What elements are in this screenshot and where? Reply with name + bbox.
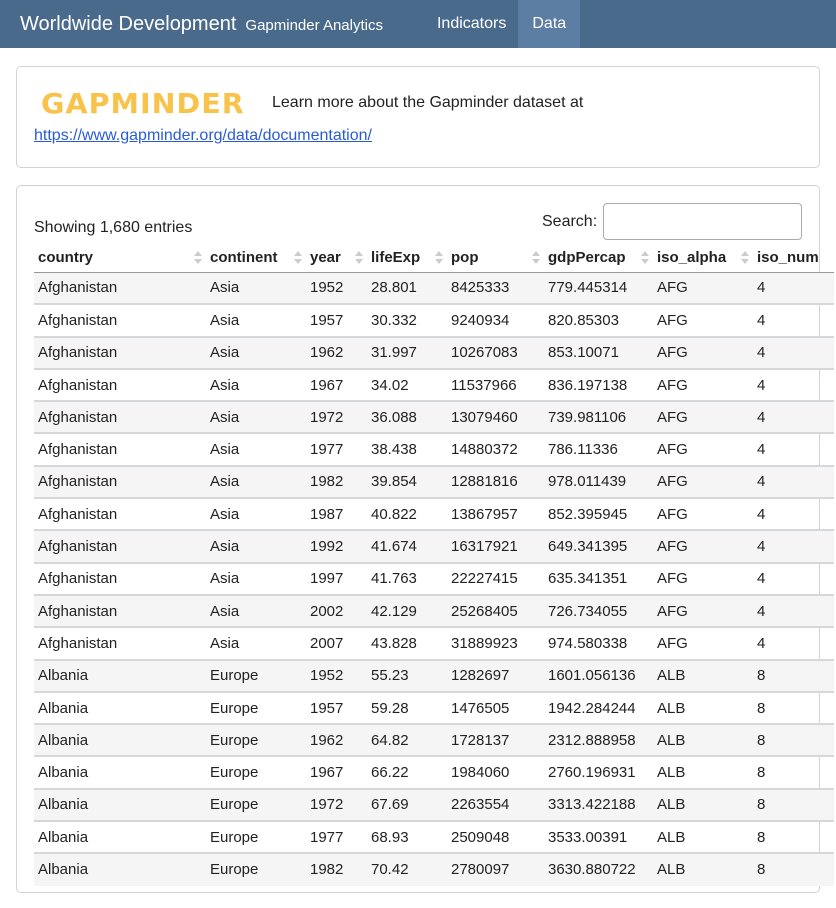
table-row[interactable] bbox=[34, 466, 834, 498]
cell-iso-alpha: ALB bbox=[653, 756, 753, 788]
cell-continent: Asia bbox=[206, 498, 306, 530]
cell-gdppercap: 1601.056136 bbox=[544, 660, 653, 692]
table-row[interactable] bbox=[34, 304, 834, 336]
sort-icon[interactable] bbox=[194, 250, 202, 266]
cell-iso-alpha: AFG bbox=[653, 337, 753, 369]
cell-gdppercap: 739.981106 bbox=[544, 401, 653, 433]
tab-indicators[interactable]: Indicators bbox=[436, 15, 507, 32]
cell-gdppercap: 726.734055 bbox=[544, 595, 653, 627]
data-table-card bbox=[16, 185, 820, 893]
table-scroll-area[interactable] bbox=[34, 243, 819, 879]
table-row[interactable] bbox=[34, 401, 834, 433]
cell-iso-num: 8 bbox=[753, 724, 834, 756]
table-header-row bbox=[34, 243, 834, 272]
cell-country: Afghanistan bbox=[34, 401, 206, 433]
cell-pop: 10267083 bbox=[447, 337, 544, 369]
table-row[interactable] bbox=[34, 627, 834, 659]
cell-lifeexp: 67.69 bbox=[367, 789, 447, 821]
data-table bbox=[34, 243, 834, 886]
cell-iso-num: 8 bbox=[753, 756, 834, 788]
column-header-label: pop bbox=[451, 248, 479, 266]
cell-continent: Europe bbox=[206, 756, 306, 788]
app-title: Worldwide Development bbox=[20, 12, 237, 35]
cell-country: Afghanistan bbox=[34, 563, 206, 595]
cell-continent: Europe bbox=[206, 853, 306, 885]
cell-continent: Asia bbox=[206, 595, 306, 627]
cell-pop: 12881816 bbox=[447, 466, 544, 498]
cell-pop: 16317921 bbox=[447, 530, 544, 562]
cell-lifeexp: 66.22 bbox=[367, 756, 447, 788]
search-input[interactable] bbox=[603, 203, 802, 240]
cell-country: Albania bbox=[34, 789, 206, 821]
cell-continent: Asia bbox=[206, 466, 306, 498]
cell-pop: 1282697 bbox=[447, 660, 544, 692]
cell-continent: Asia bbox=[206, 627, 306, 659]
info-card bbox=[16, 66, 820, 168]
cell-iso-alpha: AFG bbox=[653, 498, 753, 530]
cell-iso-alpha: ALB bbox=[653, 660, 753, 692]
cell-country: Albania bbox=[34, 821, 206, 853]
cell-lifeexp: 43.828 bbox=[367, 627, 447, 659]
app-subtitle: Gapminder Analytics bbox=[245, 17, 383, 34]
cell-iso-alpha: AFG bbox=[653, 272, 753, 304]
cell-pop: 11537966 bbox=[447, 369, 544, 401]
cell-iso-num: 4 bbox=[753, 498, 834, 530]
table-row[interactable] bbox=[34, 433, 834, 465]
sort-icon[interactable] bbox=[294, 250, 302, 266]
cell-lifeexp: 59.28 bbox=[367, 692, 447, 724]
cell-country: Albania bbox=[34, 724, 206, 756]
cell-continent: Europe bbox=[206, 660, 306, 692]
cell-iso-alpha: ALB bbox=[653, 692, 753, 724]
sort-icon[interactable] bbox=[532, 250, 540, 266]
cell-country: Afghanistan bbox=[34, 530, 206, 562]
cell-lifeexp: 41.674 bbox=[367, 530, 447, 562]
cell-country: Afghanistan bbox=[34, 627, 206, 659]
navbar bbox=[0, 0, 836, 48]
cell-year: 1977 bbox=[306, 821, 367, 853]
column-header-label: continent bbox=[210, 248, 278, 266]
cell-year: 1982 bbox=[306, 466, 367, 498]
cell-lifeexp: 34.02 bbox=[367, 369, 447, 401]
cell-iso-alpha: AFG bbox=[653, 595, 753, 627]
cell-country: Albania bbox=[34, 853, 206, 885]
cell-year: 1967 bbox=[306, 369, 367, 401]
cell-iso-num: 8 bbox=[753, 660, 834, 692]
cell-pop: 14880372 bbox=[447, 433, 544, 465]
table-row[interactable] bbox=[34, 595, 834, 627]
cell-lifeexp: 30.332 bbox=[367, 304, 447, 336]
cell-continent: Asia bbox=[206, 337, 306, 369]
cell-gdppercap: 649.341395 bbox=[544, 530, 653, 562]
entries-info: Showing 1,680 entries bbox=[34, 219, 193, 236]
cell-continent: Asia bbox=[206, 369, 306, 401]
column-header-year[interactable] bbox=[306, 243, 367, 272]
table-row[interactable] bbox=[34, 337, 834, 369]
cell-lifeexp: 28.801 bbox=[367, 272, 447, 304]
column-header-label: iso_num bbox=[757, 248, 819, 266]
cell-year: 1972 bbox=[306, 789, 367, 821]
cell-country: Afghanistan bbox=[34, 595, 206, 627]
cell-continent: Asia bbox=[206, 530, 306, 562]
sort-icon[interactable] bbox=[741, 250, 749, 266]
cell-iso-num: 4 bbox=[753, 337, 834, 369]
cell-iso-alpha: AFG bbox=[653, 401, 753, 433]
cell-continent: Asia bbox=[206, 272, 306, 304]
cell-lifeexp: 70.42 bbox=[367, 853, 447, 885]
search-label: Search: bbox=[542, 213, 598, 230]
sort-icon[interactable] bbox=[355, 250, 363, 266]
cell-lifeexp: 36.088 bbox=[367, 401, 447, 433]
cell-iso-alpha: ALB bbox=[653, 821, 753, 853]
cell-country: Afghanistan bbox=[34, 304, 206, 336]
column-header-label: year bbox=[310, 248, 341, 266]
cell-iso-num: 4 bbox=[753, 627, 834, 659]
cell-gdppercap: 635.341351 bbox=[544, 563, 653, 595]
cell-iso-alpha: ALB bbox=[653, 853, 753, 885]
column-header-label: lifeExp bbox=[371, 248, 421, 266]
tab-data[interactable]: Data bbox=[518, 0, 580, 48]
cell-iso-alpha: AFG bbox=[653, 369, 753, 401]
table-row[interactable] bbox=[34, 756, 834, 788]
cell-gdppercap: 836.197138 bbox=[544, 369, 653, 401]
cell-iso-num: 4 bbox=[753, 369, 834, 401]
cell-pop: 1984060 bbox=[447, 756, 544, 788]
table-row[interactable] bbox=[34, 789, 834, 821]
cell-gdppercap: 2312.888958 bbox=[544, 724, 653, 756]
column-header-country[interactable] bbox=[34, 243, 206, 272]
cell-year: 1967 bbox=[306, 756, 367, 788]
cell-pop: 8425333 bbox=[447, 272, 544, 304]
column-header-pop[interactable] bbox=[447, 243, 544, 272]
column-header-iso-alpha[interactable] bbox=[653, 243, 753, 272]
cell-year: 2002 bbox=[306, 595, 367, 627]
column-header-lifeexp[interactable] bbox=[367, 243, 447, 272]
cell-gdppercap: 974.580338 bbox=[544, 627, 653, 659]
table-row[interactable] bbox=[34, 272, 834, 304]
cell-lifeexp: 68.93 bbox=[367, 821, 447, 853]
nav-tabs bbox=[425, 0, 580, 48]
cell-continent: Asia bbox=[206, 563, 306, 595]
cell-iso-num: 4 bbox=[753, 272, 834, 304]
cell-gdppercap: 820.85303 bbox=[544, 304, 653, 336]
sort-icon[interactable] bbox=[641, 250, 649, 266]
cell-gdppercap: 852.395945 bbox=[544, 498, 653, 530]
cell-gdppercap: 978.011439 bbox=[544, 466, 653, 498]
cell-country: Afghanistan bbox=[34, 369, 206, 401]
table-row[interactable] bbox=[34, 498, 834, 530]
cell-year: 1952 bbox=[306, 272, 367, 304]
cell-pop: 1476505 bbox=[447, 692, 544, 724]
cell-year: 1977 bbox=[306, 433, 367, 465]
table-row[interactable] bbox=[34, 853, 834, 885]
cell-continent: Europe bbox=[206, 724, 306, 756]
column-header-gdppercap[interactable] bbox=[544, 243, 653, 272]
cell-country: Albania bbox=[34, 756, 206, 788]
info-text: Learn more about the Gapminder dataset at bbox=[272, 94, 584, 111]
column-header-label: gdpPercap bbox=[548, 248, 626, 266]
cell-lifeexp: 31.997 bbox=[367, 337, 447, 369]
cell-country: Afghanistan bbox=[34, 272, 206, 304]
cell-year: 1987 bbox=[306, 498, 367, 530]
cell-iso-alpha: AFG bbox=[653, 627, 753, 659]
cell-pop: 31889923 bbox=[447, 627, 544, 659]
cell-gdppercap: 786.11336 bbox=[544, 433, 653, 465]
cell-lifeexp: 41.763 bbox=[367, 563, 447, 595]
cell-continent: Europe bbox=[206, 821, 306, 853]
cell-year: 1952 bbox=[306, 660, 367, 692]
cell-pop: 9240934 bbox=[447, 304, 544, 336]
cell-iso-alpha: AFG bbox=[653, 530, 753, 562]
cell-pop: 25268405 bbox=[447, 595, 544, 627]
cell-gdppercap: 3630.880722 bbox=[544, 853, 653, 885]
cell-country: Afghanistan bbox=[34, 337, 206, 369]
cell-pop: 13079460 bbox=[447, 401, 544, 433]
table-body bbox=[34, 272, 834, 886]
cell-pop: 13867957 bbox=[447, 498, 544, 530]
cell-year: 1972 bbox=[306, 401, 367, 433]
cell-continent: Asia bbox=[206, 304, 306, 336]
cell-iso-num: 8 bbox=[753, 789, 834, 821]
cell-gdppercap: 779.445314 bbox=[544, 272, 653, 304]
cell-iso-alpha: AFG bbox=[653, 563, 753, 595]
cell-gdppercap: 853.10071 bbox=[544, 337, 653, 369]
cell-year: 1982 bbox=[306, 853, 367, 885]
cell-year: 1957 bbox=[306, 304, 367, 336]
cell-iso-alpha: ALB bbox=[653, 724, 753, 756]
table-row[interactable] bbox=[34, 530, 834, 562]
cell-country: Albania bbox=[34, 660, 206, 692]
table-row[interactable] bbox=[34, 821, 834, 853]
cell-iso-num: 8 bbox=[753, 853, 834, 885]
cell-year: 2007 bbox=[306, 627, 367, 659]
cell-year: 1997 bbox=[306, 563, 367, 595]
table-row[interactable] bbox=[34, 369, 834, 401]
cell-pop: 1728137 bbox=[447, 724, 544, 756]
cell-year: 1962 bbox=[306, 724, 367, 756]
cell-pop: 2263554 bbox=[447, 789, 544, 821]
table-row[interactable] bbox=[34, 563, 834, 595]
cell-continent: Asia bbox=[206, 433, 306, 465]
cell-iso-alpha: AFG bbox=[653, 304, 753, 336]
cell-iso-num: 4 bbox=[753, 401, 834, 433]
cell-lifeexp: 55.23 bbox=[367, 660, 447, 692]
documentation-link[interactable]: https://www.gapminder.org/data/documentation/ bbox=[34, 127, 372, 144]
cell-iso-num: 4 bbox=[753, 563, 834, 595]
cell-pop: 22227415 bbox=[447, 563, 544, 595]
cell-country: Afghanistan bbox=[34, 433, 206, 465]
cell-iso-alpha: AFG bbox=[653, 433, 753, 465]
cell-gdppercap: 3533.00391 bbox=[544, 821, 653, 853]
cell-gdppercap: 3313.422188 bbox=[544, 789, 653, 821]
cell-iso-num: 4 bbox=[753, 466, 834, 498]
cell-lifeexp: 42.129 bbox=[367, 595, 447, 627]
cell-year: 1992 bbox=[306, 530, 367, 562]
column-header-continent[interactable] bbox=[206, 243, 306, 272]
cell-iso-num: 8 bbox=[753, 821, 834, 853]
cell-lifeexp: 39.854 bbox=[367, 466, 447, 498]
cell-iso-num: 4 bbox=[753, 433, 834, 465]
cell-iso-alpha: AFG bbox=[653, 466, 753, 498]
cell-pop: 2780097 bbox=[447, 853, 544, 885]
cell-iso-num: 4 bbox=[753, 530, 834, 562]
table-row[interactable] bbox=[34, 724, 834, 756]
cell-iso-alpha: ALB bbox=[653, 789, 753, 821]
cell-continent: Asia bbox=[206, 401, 306, 433]
table-row[interactable] bbox=[34, 660, 834, 692]
cell-country: Afghanistan bbox=[34, 498, 206, 530]
cell-continent: Europe bbox=[206, 789, 306, 821]
column-header-label: iso_alpha bbox=[657, 248, 727, 266]
sort-icon[interactable] bbox=[435, 250, 443, 266]
cell-gdppercap: 2760.196931 bbox=[544, 756, 653, 788]
cell-continent: Europe bbox=[206, 692, 306, 724]
column-header-label: country bbox=[38, 248, 94, 266]
cell-gdppercap: 1942.284244 bbox=[544, 692, 653, 724]
cell-iso-num: 4 bbox=[753, 595, 834, 627]
cell-lifeexp: 38.438 bbox=[367, 433, 447, 465]
cell-country: Afghanistan bbox=[34, 466, 206, 498]
cell-iso-num: 8 bbox=[753, 692, 834, 724]
cell-year: 1962 bbox=[306, 337, 367, 369]
table-row[interactable] bbox=[34, 692, 834, 724]
column-header-iso-num[interactable] bbox=[753, 243, 834, 272]
gapminder-logo: GAPMINDER bbox=[41, 87, 245, 120]
cell-iso-num: 4 bbox=[753, 304, 834, 336]
cell-year: 1957 bbox=[306, 692, 367, 724]
cell-lifeexp: 64.82 bbox=[367, 724, 447, 756]
cell-pop: 2509048 bbox=[447, 821, 544, 853]
cell-country: Albania bbox=[34, 692, 206, 724]
brand bbox=[20, 0, 383, 48]
cell-lifeexp: 40.822 bbox=[367, 498, 447, 530]
